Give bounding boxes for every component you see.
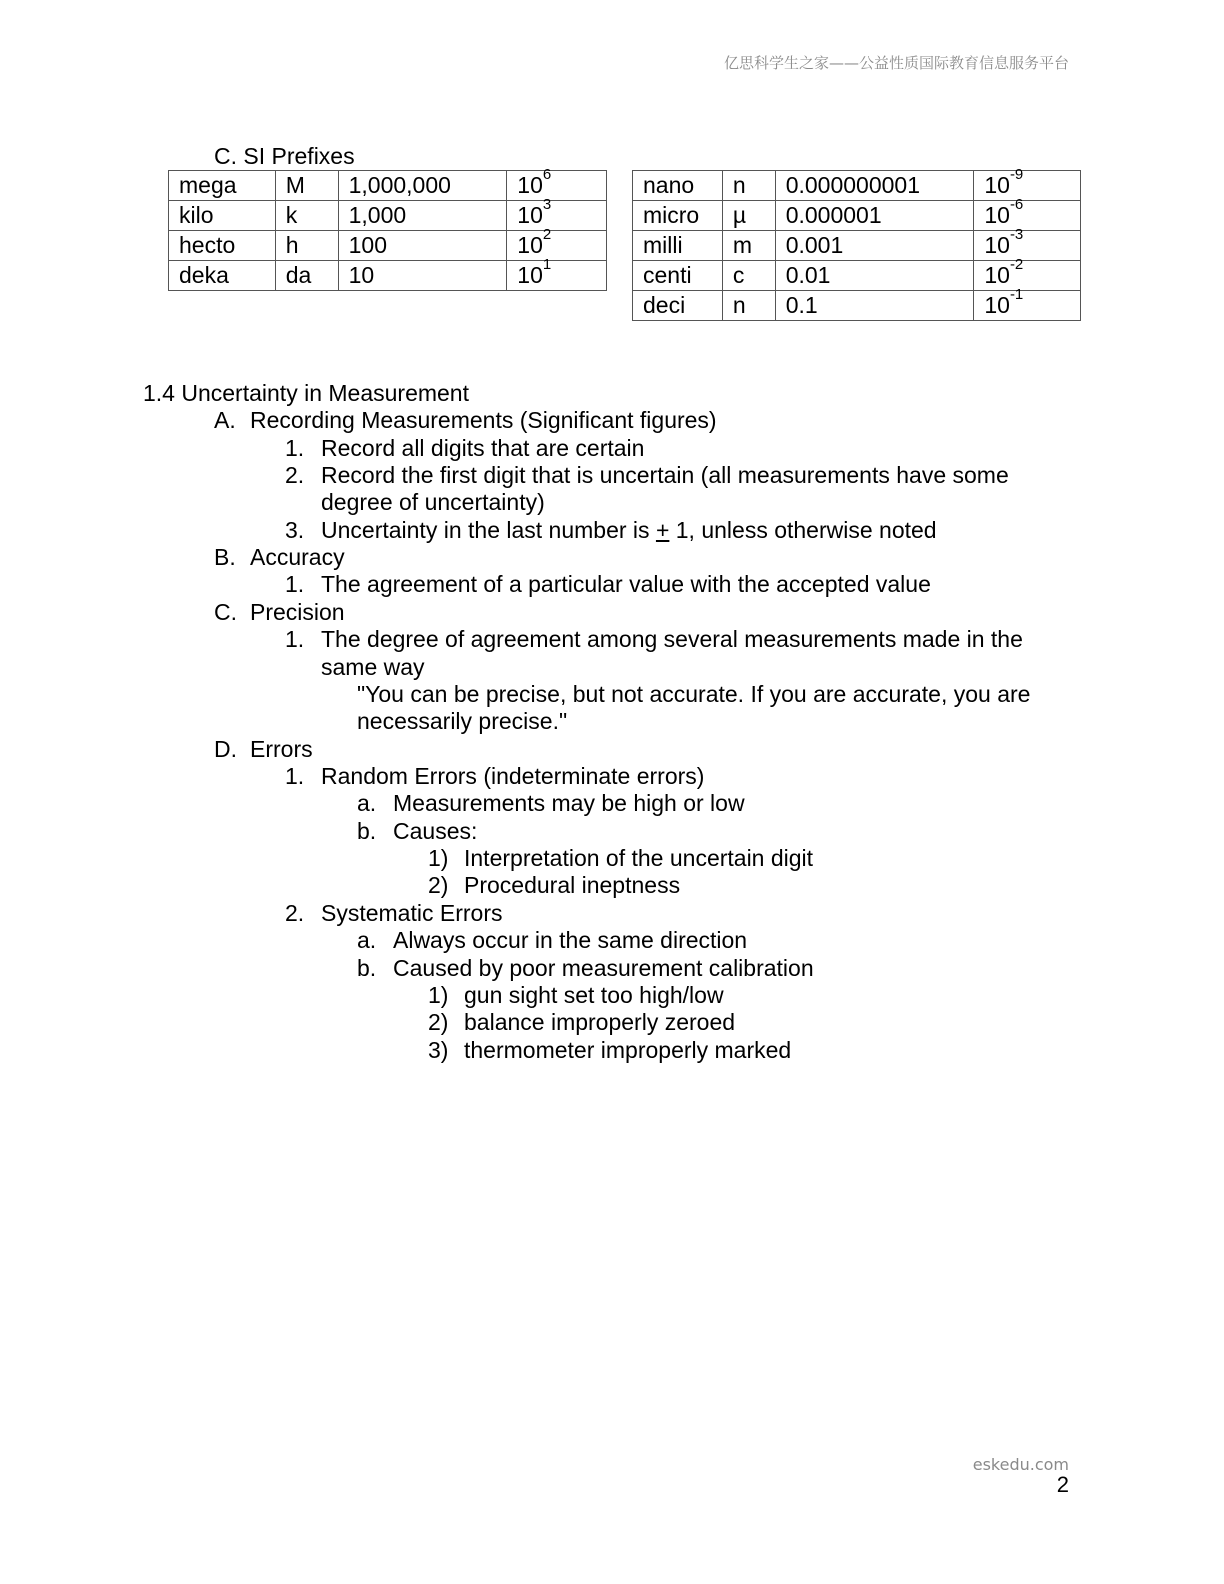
list-item: [321, 517, 937, 544]
list-marker: 2): [428, 1009, 449, 1035]
power-exponent: 3: [542, 196, 552, 213]
prefix-power-cell: [974, 196, 1081, 231]
list-item-text: 1, unless otherwise noted: [669, 517, 937, 543]
prefix-name-cell: micro: [633, 201, 723, 231]
list-item: The degree of agreement among several measurements made in the: [321, 626, 1023, 652]
prefix-value-cell: 0.01: [775, 261, 974, 291]
list-item: Causes:: [393, 818, 478, 844]
list-item: thermometer improperly marked: [464, 1037, 792, 1063]
power-base: 10: [984, 232, 1010, 258]
list-item: Systematic Errors: [321, 900, 503, 926]
prefix-symbol-cell: M: [275, 171, 338, 201]
prefix-name-cell: mega: [169, 171, 276, 201]
list-marker: B.: [214, 544, 236, 570]
prefix-name-cell: centi: [633, 261, 723, 291]
list-marker: 2.: [285, 900, 305, 926]
power-exponent: -9: [1009, 166, 1024, 183]
list-marker: b.: [357, 818, 377, 844]
prefix-name-cell: nano: [633, 171, 723, 201]
prefix-value-cell: 0.1: [775, 291, 974, 321]
list-item: balance improperly zeroed: [464, 1009, 736, 1035]
list-marker: 3.: [285, 517, 305, 543]
power-base: 10: [517, 202, 543, 228]
power-exponent: -2: [1009, 256, 1024, 273]
power-base: 10: [517, 172, 543, 198]
list-item: Random Errors (indeterminate errors): [321, 763, 705, 789]
power-base: 10: [517, 232, 543, 258]
list-item: Interpretation of the uncertain digit: [464, 845, 814, 871]
power-base: 10: [984, 202, 1010, 228]
list-marker: 1.: [285, 626, 305, 652]
list-item-continuation: degree of uncertainty): [321, 489, 545, 515]
list-marker: a.: [357, 927, 377, 953]
table-row: [169, 231, 607, 261]
prefix-name-cell: deci: [633, 291, 723, 321]
prefix-power-cell: [507, 166, 607, 201]
list-marker: 2.: [285, 462, 305, 488]
list-item: The agreement of a particular value with the accepted value: [321, 571, 931, 597]
power-exponent: -1: [1009, 286, 1024, 303]
prefix-name-cell: kilo: [169, 201, 276, 231]
page-header: 亿思科学生之家——公益性质国际教育信息服务平台: [723, 54, 1069, 72]
prefix-value-cell: 0.000000001: [775, 171, 974, 201]
list-marker: b.: [357, 955, 377, 981]
prefix-symbol-cell: k: [275, 201, 338, 231]
list-item-continuation: same way: [321, 654, 425, 680]
power-exponent: -3: [1009, 226, 1024, 243]
list-marker: A.: [214, 407, 236, 433]
list-item: Precision: [250, 599, 345, 625]
quote-line: necessarily precise.": [357, 708, 568, 734]
list-marker: a.: [357, 790, 377, 816]
prefix-symbol-cell: h: [275, 231, 338, 261]
prefix-value-cell: 10: [338, 261, 507, 291]
prefix-value-cell: 1,000,000: [338, 171, 507, 201]
prefix-symbol-cell: µ: [722, 201, 775, 231]
prefix-power-cell: [974, 256, 1081, 291]
plus-minus-sign: +: [655, 517, 670, 543]
list-item: Measurements may be high or low: [393, 790, 745, 816]
list-item: gun sight set too high/low: [464, 982, 724, 1008]
power-exponent: 6: [542, 166, 552, 183]
list-item: Errors: [250, 736, 313, 762]
list-marker: 1): [428, 845, 449, 871]
prefix-power-cell: [507, 226, 607, 261]
prefix-value-cell: 0.001: [775, 231, 974, 261]
power-exponent: 1: [542, 256, 552, 273]
prefix-power-cell: [974, 166, 1081, 201]
si-prefix-table-large: [168, 166, 607, 291]
prefix-symbol-cell: c: [722, 261, 775, 291]
prefix-value-cell: 0.000001: [775, 201, 974, 231]
power-base: 10: [984, 262, 1010, 288]
table-row: [633, 291, 1081, 321]
list-marker: 1.: [285, 763, 305, 789]
prefix-power-cell: [974, 286, 1081, 321]
power-base: 10: [984, 172, 1010, 198]
quote-line: "You can be precise, but not accurate. If you are accurate, you are: [357, 681, 1031, 707]
prefix-power-cell: [507, 196, 607, 231]
page-number: 2: [1056, 1472, 1069, 1497]
prefix-power-cell: [974, 226, 1081, 261]
si-prefix-table-small: [632, 166, 1081, 321]
list-marker: 1.: [285, 571, 305, 597]
prefix-symbol-cell: n: [722, 291, 775, 321]
list-item: Always occur in the same direction: [393, 927, 748, 953]
prefix-name-cell: hecto: [169, 231, 276, 261]
list-item-text: Uncertainty in the last number is: [321, 517, 656, 543]
list-marker: 1): [428, 982, 449, 1008]
list-marker: 2): [428, 872, 449, 898]
table-row: [169, 171, 607, 201]
table-row: [169, 261, 607, 291]
si-prefixes-heading: C. SI Prefixes: [214, 143, 355, 169]
list-item: Record the first digit that is uncertain (all measurements have some: [321, 462, 1009, 488]
power-base: 10: [517, 262, 543, 288]
table-row: [169, 201, 607, 231]
prefix-value-cell: 1,000: [338, 201, 507, 231]
prefix-symbol-cell: da: [275, 261, 338, 291]
list-item: Recording Measurements (Significant figures): [250, 407, 717, 433]
power-exponent: 2: [542, 226, 552, 243]
list-marker: 3): [428, 1037, 449, 1063]
prefix-symbol-cell: n: [722, 171, 775, 201]
power-base: 10: [984, 292, 1010, 318]
section-title: 1.4 Uncertainty in Measurement: [143, 380, 469, 406]
list-item: Caused by poor measurement calibration: [393, 955, 814, 981]
list-item: Record all digits that are certain: [321, 435, 645, 461]
power-exponent: -6: [1009, 196, 1024, 213]
prefix-name-cell: milli: [633, 231, 723, 261]
list-marker: 1.: [285, 435, 305, 461]
list-item: Procedural ineptness: [464, 872, 681, 898]
prefix-symbol-cell: m: [722, 231, 775, 261]
footer-site: eskedu.com: [972, 1455, 1069, 1474]
list-marker: D.: [214, 736, 237, 762]
list-marker: C.: [214, 599, 237, 625]
prefix-name-cell: deka: [169, 261, 276, 291]
list-item: Accuracy: [250, 544, 345, 570]
prefix-power-cell: [507, 256, 607, 291]
prefix-value-cell: 100: [338, 231, 507, 261]
